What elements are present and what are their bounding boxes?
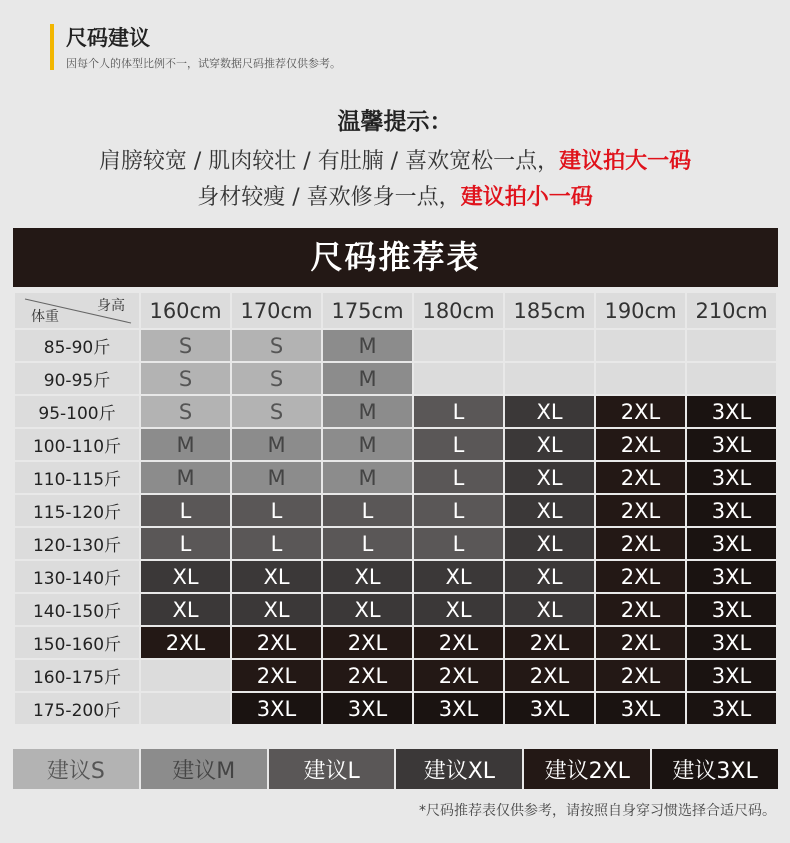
legend-item: 建议S bbox=[13, 749, 139, 789]
size-cell: L bbox=[141, 528, 230, 559]
tips-line-1 bbox=[0, 144, 790, 180]
size-cell: 2XL bbox=[232, 627, 321, 658]
size-cell: 3XL bbox=[687, 429, 776, 460]
column-header: 160cm bbox=[141, 293, 230, 328]
size-cell: 2XL bbox=[596, 462, 685, 493]
legend-item: 建议XL bbox=[396, 749, 522, 789]
size-cell: 2XL bbox=[596, 528, 685, 559]
size-cell: XL bbox=[505, 396, 594, 427]
weight-label: 150-160斤 bbox=[15, 627, 139, 658]
size-cell: M bbox=[141, 429, 230, 460]
table-body bbox=[15, 330, 776, 724]
table-row bbox=[15, 363, 776, 394]
size-cell: M bbox=[323, 396, 412, 427]
weight-label: 140-150斤 bbox=[15, 594, 139, 625]
weight-label: 120-130斤 bbox=[15, 528, 139, 559]
size-cell: 3XL bbox=[687, 495, 776, 526]
size-cell: M bbox=[323, 330, 412, 361]
size-cell: S bbox=[232, 363, 321, 394]
section-title: 尺码建议 bbox=[66, 26, 150, 50]
size-cell: XL bbox=[505, 429, 594, 460]
size-cell: 2XL bbox=[505, 660, 594, 691]
weight-label: 90-95斤 bbox=[15, 363, 139, 394]
size-cell: XL bbox=[323, 594, 412, 625]
table-row bbox=[15, 396, 776, 427]
tips-block bbox=[0, 103, 790, 216]
column-header: 175cm bbox=[323, 293, 412, 328]
size-cell: 2XL bbox=[596, 594, 685, 625]
legend-item: 建议M bbox=[141, 749, 267, 789]
size-cell: L bbox=[414, 462, 503, 493]
size-cell: L bbox=[414, 396, 503, 427]
empty-cell bbox=[596, 363, 685, 394]
size-cell: L bbox=[323, 495, 412, 526]
weight-label: 115-120斤 bbox=[15, 495, 139, 526]
size-cell: L bbox=[414, 429, 503, 460]
size-cell: XL bbox=[505, 561, 594, 592]
size-cell: S bbox=[232, 396, 321, 427]
empty-cell bbox=[141, 660, 230, 691]
chart-title: 尺码推荐表 bbox=[13, 228, 778, 287]
table-row bbox=[15, 627, 776, 658]
size-cell: 2XL bbox=[505, 627, 594, 658]
size-cell: L bbox=[414, 495, 503, 526]
tips-title: 温馨提示： bbox=[337, 109, 453, 135]
size-cell: M bbox=[232, 429, 321, 460]
size-cell: XL bbox=[505, 495, 594, 526]
empty-cell bbox=[414, 330, 503, 361]
table-row bbox=[15, 495, 776, 526]
size-cell: XL bbox=[505, 462, 594, 493]
size-cell: M bbox=[141, 462, 230, 493]
size-cell: 3XL bbox=[687, 627, 776, 658]
size-cell: 2XL bbox=[596, 561, 685, 592]
size-cell: 2XL bbox=[596, 660, 685, 691]
empty-cell bbox=[596, 330, 685, 361]
size-table bbox=[13, 291, 778, 726]
size-cell: 2XL bbox=[596, 627, 685, 658]
weight-label: 95-100斤 bbox=[15, 396, 139, 427]
table-row bbox=[15, 330, 776, 361]
footnote: *尺码推荐表仅供参考，请按照自身穿习惯选择合适尺码。 bbox=[419, 803, 776, 819]
size-cell: 3XL bbox=[687, 462, 776, 493]
table-row bbox=[15, 561, 776, 592]
section-header bbox=[50, 24, 341, 70]
table-row bbox=[15, 660, 776, 691]
table-row bbox=[15, 693, 776, 724]
weight-label: 100-110斤 bbox=[15, 429, 139, 460]
legend-item: 建议2XL bbox=[524, 749, 650, 789]
column-header: 170cm bbox=[232, 293, 321, 328]
size-cell: 3XL bbox=[687, 660, 776, 691]
corner-weight-label: 体重 bbox=[31, 309, 59, 325]
size-cell: 3XL bbox=[687, 561, 776, 592]
size-cell: 2XL bbox=[414, 627, 503, 658]
empty-cell bbox=[687, 330, 776, 361]
size-cell: 2XL bbox=[141, 627, 230, 658]
table-row bbox=[15, 429, 776, 460]
size-cell: M bbox=[232, 462, 321, 493]
column-header: 180cm bbox=[414, 293, 503, 328]
size-legend bbox=[13, 749, 778, 789]
size-cell: 3XL bbox=[687, 693, 776, 724]
size-cell: 2XL bbox=[596, 429, 685, 460]
size-cell: L bbox=[232, 495, 321, 526]
empty-cell bbox=[505, 363, 594, 394]
table-corner bbox=[15, 293, 139, 328]
size-cell: 2XL bbox=[596, 495, 685, 526]
empty-cell bbox=[414, 363, 503, 394]
size-cell: 2XL bbox=[414, 660, 503, 691]
size-cell: L bbox=[232, 528, 321, 559]
tips-line-2-highlight: 建议拍小一码 bbox=[460, 185, 593, 210]
size-cell: XL bbox=[414, 561, 503, 592]
size-cell: 3XL bbox=[687, 396, 776, 427]
tips-line-2 bbox=[0, 180, 790, 216]
tips-line-1-highlight: 建议拍大一码 bbox=[559, 149, 692, 174]
size-cell: XL bbox=[505, 528, 594, 559]
size-cell: XL bbox=[141, 594, 230, 625]
table-row bbox=[15, 462, 776, 493]
empty-cell bbox=[687, 363, 776, 394]
legend-item: 建议3XL bbox=[652, 749, 778, 789]
size-cell: M bbox=[323, 429, 412, 460]
size-cell: 2XL bbox=[232, 660, 321, 691]
legend-item: 建议L bbox=[269, 749, 395, 789]
weight-label: 110-115斤 bbox=[15, 462, 139, 493]
size-cell: XL bbox=[232, 561, 321, 592]
tips-line-1-text: 肩膀较宽 / 肌肉较壮 / 有肚腩 / 喜欢宽松一点， bbox=[98, 149, 560, 174]
column-header: 185cm bbox=[505, 293, 594, 328]
column-header: 190cm bbox=[596, 293, 685, 328]
size-cell: S bbox=[141, 330, 230, 361]
size-cell: L bbox=[323, 528, 412, 559]
table-header-row bbox=[15, 293, 776, 328]
size-cell: XL bbox=[232, 594, 321, 625]
table-row bbox=[15, 528, 776, 559]
size-cell: S bbox=[232, 330, 321, 361]
weight-label: 160-175斤 bbox=[15, 660, 139, 691]
size-cell: XL bbox=[141, 561, 230, 592]
size-cell: 3XL bbox=[505, 693, 594, 724]
weight-label: 130-140斤 bbox=[15, 561, 139, 592]
size-cell: 3XL bbox=[596, 693, 685, 724]
empty-cell bbox=[141, 693, 230, 724]
tips-line-2-text: 身材较瘦 / 喜欢修身一点， bbox=[197, 185, 461, 210]
size-cell: XL bbox=[323, 561, 412, 592]
weight-label: 85-90斤 bbox=[15, 330, 139, 361]
size-cell: 3XL bbox=[687, 594, 776, 625]
size-cell: 3XL bbox=[323, 693, 412, 724]
table-row bbox=[15, 594, 776, 625]
empty-cell bbox=[505, 330, 594, 361]
size-cell: S bbox=[141, 396, 230, 427]
column-header: 210cm bbox=[687, 293, 776, 328]
size-cell: 3XL bbox=[687, 528, 776, 559]
size-cell: L bbox=[141, 495, 230, 526]
size-cell: 2XL bbox=[323, 627, 412, 658]
size-cell: XL bbox=[414, 594, 503, 625]
size-cell: 2XL bbox=[596, 396, 685, 427]
weight-label: 175-200斤 bbox=[15, 693, 139, 724]
size-cell: 3XL bbox=[414, 693, 503, 724]
corner-height-label: 身高 bbox=[97, 298, 125, 314]
size-cell: XL bbox=[505, 594, 594, 625]
size-cell: M bbox=[323, 462, 412, 493]
size-cell: 2XL bbox=[323, 660, 412, 691]
size-cell: 3XL bbox=[232, 693, 321, 724]
section-subtitle: 因每个人的体型比例不一，试穿数据尺码推荐仅供参考。 bbox=[66, 57, 341, 70]
size-cell: L bbox=[414, 528, 503, 559]
size-cell: S bbox=[141, 363, 230, 394]
size-cell: M bbox=[323, 363, 412, 394]
